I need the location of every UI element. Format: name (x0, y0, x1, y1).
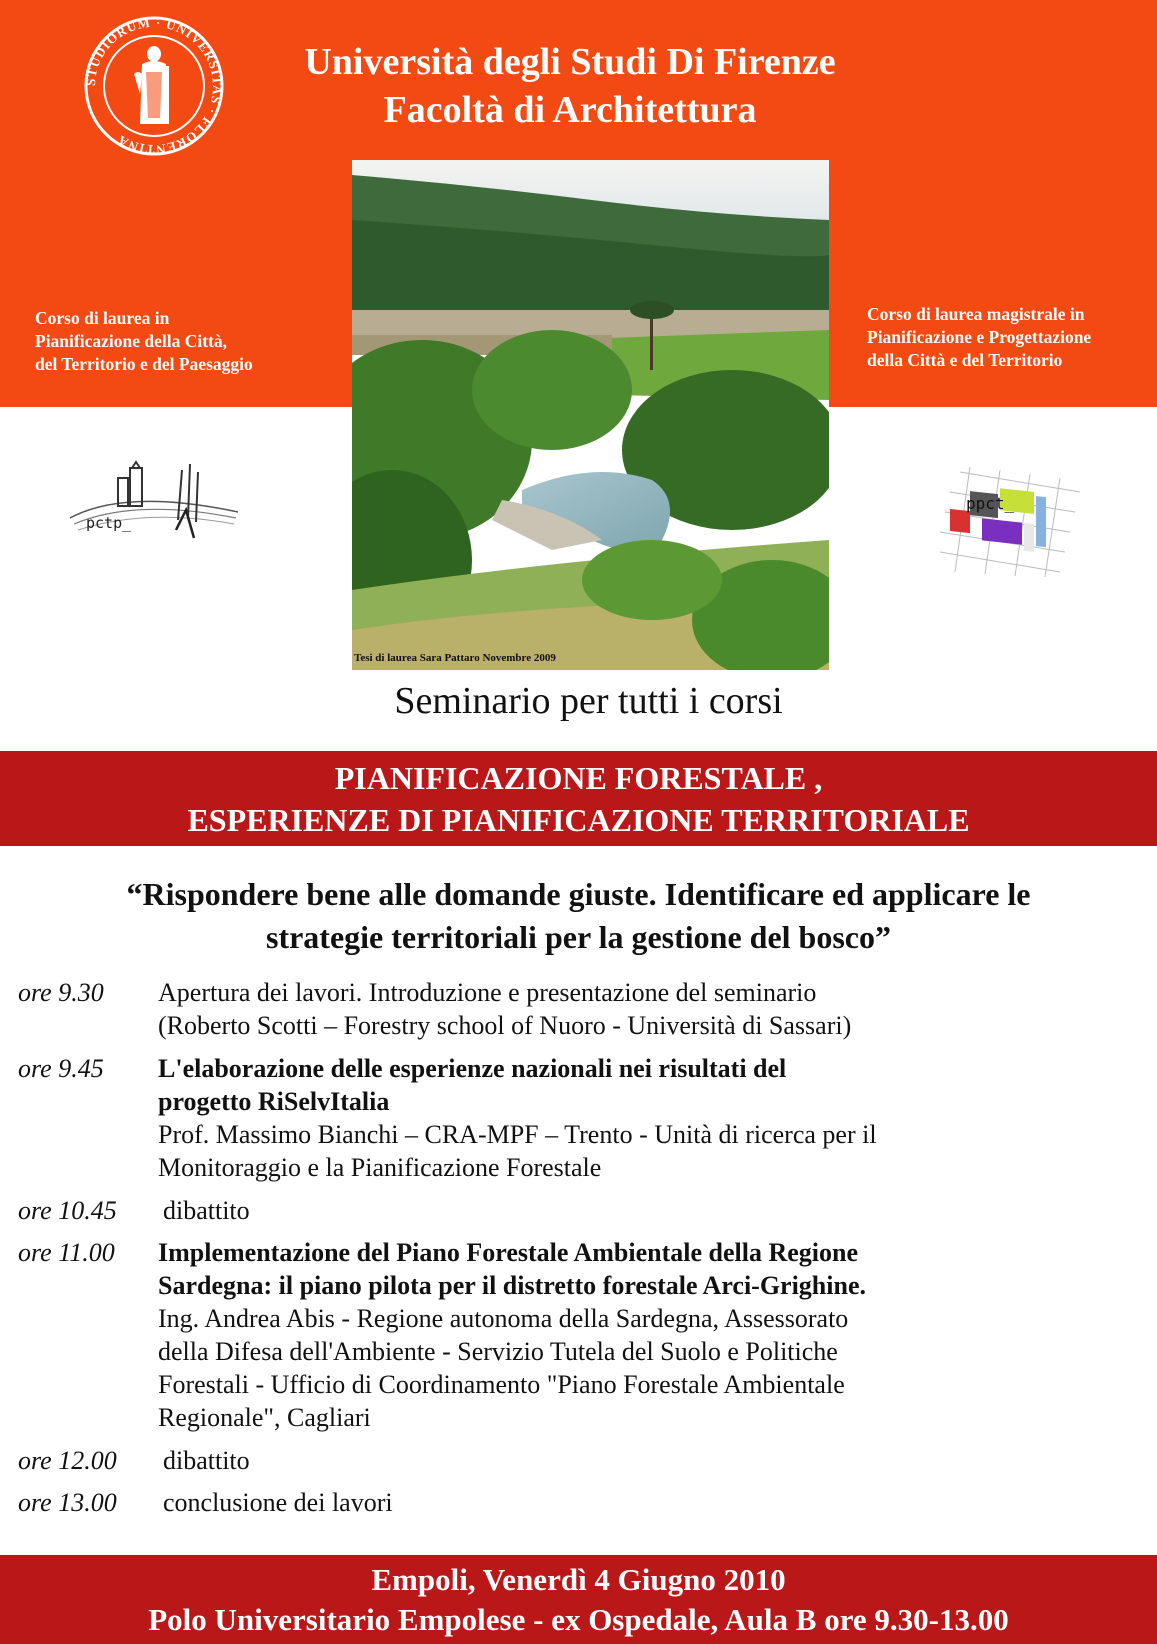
program-talk-title: Implementazione del Piano Forestale Ambientale della Regione (158, 1238, 858, 1267)
seminar-title-line: ESPERIENZE DI PIANIFICAZIONE TERRITORIALE (187, 802, 970, 838)
landscape-photo (352, 160, 829, 670)
program-item (18, 976, 1138, 1052)
seminar-subtitle: Seminario per tutti i corsi (394, 680, 783, 722)
quote-line: strategie territoriali per la gestione del bosco” (265, 919, 891, 955)
program-talk-title: progetto RiSelvItalia (158, 1087, 390, 1116)
program-line: Regionale", Cagliari (158, 1403, 371, 1432)
faculty-name: Facoltà di Architettura (383, 89, 757, 131)
course-left-line: Corso di laurea in (35, 308, 170, 328)
program-line: Monitoraggio e la Pianificazione Forestale (158, 1153, 602, 1182)
program-line: Apertura dei lavori. Introduzione e presentazione del seminario (158, 978, 817, 1007)
program-line: della Difesa dell'Ambiente - Servizio Tutela del Suolo e Politiche (158, 1337, 838, 1366)
course-left-line: Pianificazione della Città, (35, 331, 227, 351)
program-line: dibattito (163, 1196, 250, 1225)
course-left-line: del Territorio e del Paesaggio (35, 354, 253, 374)
seminar-title-line: PIANIFICAZIONE FORESTALE , (334, 760, 823, 796)
pctp-logo (66, 460, 242, 560)
program-talk-title: Sardegna: il piano pilota per il distretto forestale Arci-Grighine. (158, 1271, 866, 1300)
course-right-line: della Città e del Territorio (867, 350, 1063, 370)
pctp-logo-text: pctp_ (86, 514, 132, 532)
program-time: ore 10.45 (18, 1196, 117, 1225)
program-line: dibattito (163, 1446, 250, 1475)
photo-caption: Tesi di laurea Sara Pattaro Novembre 2009 (354, 652, 556, 664)
seal-text: STUDIORUM · UNIVERSITAS · FLORENTINA (82, 14, 226, 158)
course-left (35, 307, 335, 376)
program-item (18, 1486, 1138, 1528)
university-seal-logo (82, 14, 227, 159)
program-item (18, 1444, 1138, 1486)
program-item (18, 1236, 1138, 1444)
university-title-block (250, 38, 890, 134)
ppct-logo-text: ppct_ (966, 494, 1015, 513)
university-name: Università degli Studi Di Firenze (304, 41, 836, 83)
program-line: Ing. Andrea Abis - Regione autonoma della Sardegna, Assessorato (158, 1304, 849, 1333)
course-right-line: Corso di laurea magistrale in (867, 304, 1085, 324)
program-item (18, 1194, 1138, 1236)
course-right (867, 303, 1157, 372)
program-line: Prof. Massimo Bianchi – CRA-MPF – Trento - Unità di ricerca per il (158, 1120, 877, 1149)
program-time: ore 13.00 (18, 1488, 117, 1517)
program-time: ore 11.00 (18, 1238, 115, 1267)
quote-line: “Rispondere bene alle domande giuste. Identificare ed applicare le (126, 876, 1031, 912)
program-talk-title: L'elaborazione delle esperienze nazionali nei risultati del (158, 1054, 787, 1083)
course-right-line: Pianificazione e Progettazione (867, 327, 1092, 347)
event-date: Empoli, Venerdì 4 Giugno 2010 (371, 1562, 786, 1597)
seminar-title-band (0, 751, 1157, 846)
ppct-logo (940, 462, 1090, 577)
program-time: ore 9.45 (18, 1054, 104, 1083)
event-location: Polo Universitario Empolese - ex Ospedale, Aula B ore 9.30-13.00 (148, 1602, 1009, 1637)
program-time: ore 9.30 (18, 978, 104, 1007)
program-list (18, 976, 1138, 1528)
program-time: ore 12.00 (18, 1446, 117, 1475)
seminar-quote (20, 873, 1137, 959)
program-line: Forestali - Ufficio di Coordinamento "Piano Forestale Ambientale (158, 1370, 845, 1399)
event-footer-band (0, 1555, 1157, 1644)
program-line: (Roberto Scotti – Forestry school of Nuoro - Università di Sassari) (158, 1011, 852, 1040)
program-item (18, 1052, 1138, 1194)
program-line: conclusione dei lavori (163, 1488, 393, 1517)
